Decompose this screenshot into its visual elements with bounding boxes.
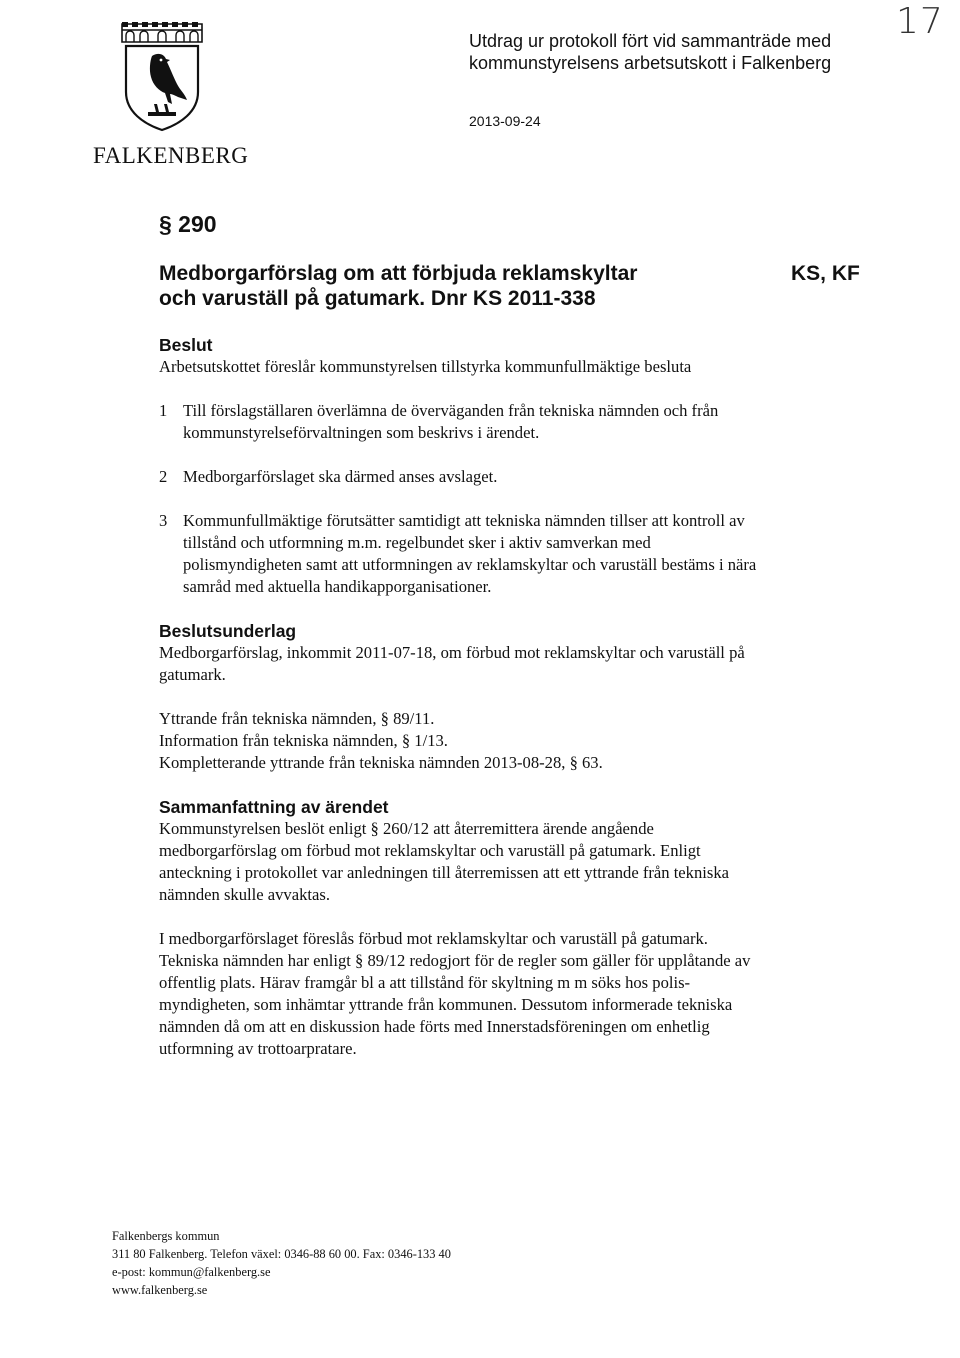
recipients: KS, KF	[791, 262, 860, 285]
footer-website: www.falkenberg.se	[112, 1283, 208, 1297]
section-heading-sammanfattning: Sammanfattning av ärendet	[159, 797, 389, 817]
document-body	[159, 334, 859, 1060]
meeting-date: 2013-09-24	[469, 113, 541, 129]
section-heading-beslutsunderlag: Beslutsunderlag	[159, 621, 297, 641]
section-number: § 290	[159, 211, 217, 237]
decision-item-line: tillstånd och utformning m.m. regelbundet sker i aktiv samverkan med	[183, 533, 651, 552]
decision-item-number: 1	[159, 401, 168, 420]
summary-line: offentlig plats. Härav framgår bl a att tillstånd för skyltning m m söks hos polis-	[159, 973, 691, 992]
case-title-line: och varuställ på gatumark. Dnr KS 2011-338	[159, 287, 596, 310]
decision-item-line: kommunstyrelseförvaltningen som beskrivs i ärendet.	[183, 423, 540, 442]
summary-line: medborgarförslag om förbud mot reklamskyltar och varuställ på gatumark. Enligt	[159, 841, 701, 860]
decision-item-number: 2	[159, 467, 168, 486]
decision-item-line: polismyndigheten samt att utformningen av reklamskyltar och varuställ bestäms i nära	[183, 555, 757, 574]
footer-org-name: Falkenbergs kommun	[112, 1229, 220, 1243]
summary-line: Tekniska nämnden har enligt § 89/12 redogjort för de regler som gäller för upplåtande av	[159, 951, 751, 970]
section-heading-beslut: Beslut	[159, 335, 213, 355]
decision-item-line: Till förslagställaren överlämna de överväganden från tekniska nämnden och från	[183, 401, 719, 420]
basis-line: gatumark.	[159, 665, 226, 684]
summary-line: myndigheten, som inhämtar yttrande från kommunen. Dessutom informerade tekniska	[159, 995, 733, 1014]
footer-contact	[112, 1227, 451, 1299]
footer-email: e-post: kommun@falkenberg.se	[112, 1265, 271, 1279]
basis-line: Kompletterande yttrande från tekniska nämnden 2013-08-28, § 63.	[159, 753, 603, 772]
case-title	[159, 261, 719, 311]
document-header-title	[469, 30, 909, 74]
case-title-line: Medborgarförslag om att förbjuda reklamskyltar	[159, 262, 638, 285]
decision-item	[159, 466, 859, 488]
decision-item-line: Kommunfullmäktige förutsätter samtidigt att tekniska nämnden tillser att kontroll av	[183, 511, 745, 530]
summary-line: Kommunstyrelsen beslöt enligt § 260/12 att återremittera ärende angående	[159, 819, 654, 838]
decision-item	[159, 510, 859, 598]
header-title-line: kommunstyrelsens arbetsutskott i Falkenberg	[469, 53, 832, 73]
decision-item-line: samråd med aktuella handikapporganisationer.	[183, 577, 492, 596]
summary-line: anteckning i protokollet var anledningen till återremissen att ett yttrande från tekniska	[159, 863, 729, 882]
falkenberg-coat-of-arms-icon	[118, 20, 206, 132]
basis-line: Yttrande från tekniska nämnden, § 89/11.	[159, 709, 435, 728]
decision-intro: Arbetsutskottet föreslår kommunstyrelsen tillstyrka kommunfullmäktige besluta	[159, 357, 692, 376]
decision-item	[159, 400, 859, 444]
summary-line: nämnden då om att en diskussion hade förts med Innerstadsföreningen om enhetlig	[159, 1017, 710, 1036]
municipality-name: FALKENBERG	[93, 143, 249, 168]
decision-item-number: 3	[159, 511, 168, 530]
basis-line: Information från tekniska nämnden, § 1/13.	[159, 731, 448, 750]
summary-line: nämnden skulle avvaktas.	[159, 885, 330, 904]
decision-item-line: Medborgarförslaget ska därmed anses avslaget.	[183, 467, 498, 486]
summary-line: utformning av trottoarpratare.	[159, 1039, 357, 1058]
page-number: 17	[896, 1, 944, 42]
basis-line: Medborgarförslag, inkommit 2011-07-18, om förbud mot reklamskyltar och varuställ på	[159, 643, 745, 662]
header-title-line: Utdrag ur protokoll fört vid sammanträde med	[469, 31, 832, 51]
summary-line: I medborgarförslaget föreslås förbud mot reklamskyltar och varuställ på gatumark.	[159, 929, 708, 948]
footer-address: 311 80 Falkenberg. Telefon växel: 0346-88 60 00. Fax: 0346-133 40	[112, 1247, 451, 1261]
